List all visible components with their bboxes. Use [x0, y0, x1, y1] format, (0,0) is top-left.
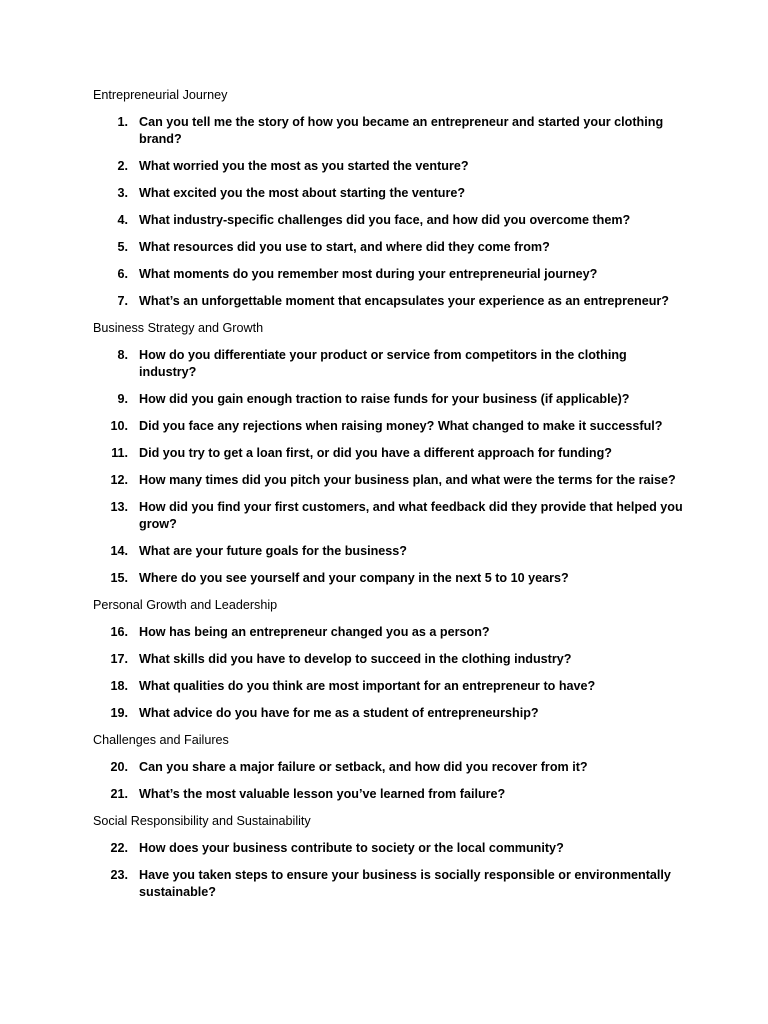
- question-item: [93, 445, 687, 462]
- question-text: What advice do you have for me as a student of entrepreneurship?: [139, 706, 539, 720]
- section-business-strategy-and-growth: [93, 320, 693, 587]
- document-content: [93, 87, 693, 901]
- question-number: 4.: [117, 213, 128, 227]
- question-item: [93, 651, 687, 668]
- question-number: 2.: [117, 159, 128, 173]
- section-entrepreneurial-journey: [93, 87, 693, 310]
- question-item: [93, 239, 687, 256]
- question-text: How did you find your first customers, and what feedback did they provide that helped you grow?: [139, 500, 683, 531]
- question-item: [93, 158, 687, 175]
- question-item: [93, 867, 687, 901]
- question-item: [93, 266, 687, 283]
- question-text: What moments do you remember most during your entrepreneurial journey?: [139, 267, 598, 281]
- question-item: [93, 543, 687, 560]
- question-number: 15.: [110, 571, 128, 585]
- question-number: 12.: [110, 473, 128, 487]
- question-text: What excited you the most about starting the venture?: [139, 186, 466, 200]
- section-heading: Entrepreneurial Journey: [93, 88, 228, 102]
- question-item: [93, 678, 687, 695]
- section-heading: Social Responsibility and Sustainability: [93, 814, 311, 828]
- section-challenges-and-failures: [93, 732, 693, 803]
- question-text: What industry-specific challenges did you face, and how did you overcome them?: [139, 213, 631, 227]
- question-text: What are your future goals for the business?: [139, 544, 408, 558]
- question-number: 1.: [117, 115, 128, 129]
- question-text: What’s the most valuable lesson you’ve learned from failure?: [139, 787, 506, 801]
- question-item: [93, 212, 687, 229]
- question-text: What skills did you have to develop to succeed in the clothing industry?: [139, 652, 572, 666]
- question-item: [93, 705, 687, 722]
- question-number: 10.: [110, 419, 128, 433]
- question-list: [93, 114, 693, 310]
- question-item: [93, 624, 687, 641]
- question-number: 13.: [110, 500, 128, 514]
- question-item: [93, 759, 687, 776]
- section-personal-growth-and-leadership: [93, 597, 693, 722]
- question-list: [93, 347, 693, 587]
- question-text: How does your business contribute to society or the local community?: [139, 841, 564, 855]
- question-item: [93, 114, 687, 148]
- question-number: 5.: [117, 240, 128, 254]
- question-text: Can you tell me the story of how you became an entrepreneur and started your clothing brand?: [139, 115, 664, 146]
- question-number: 3.: [117, 186, 128, 200]
- question-text: What worried you the most as you started the venture?: [139, 159, 469, 173]
- section-heading: Business Strategy and Growth: [93, 321, 264, 335]
- question-text: How has being an entrepreneur changed you as a person?: [139, 625, 490, 639]
- question-item: [93, 472, 687, 489]
- question-text: What’s an unforgettable moment that encapsulates your experience as an entrepreneur?: [139, 294, 670, 308]
- question-text: How did you gain enough traction to raise funds for your business (if applicable)?: [139, 392, 630, 406]
- question-number: 17.: [110, 652, 128, 666]
- question-text: Can you share a major failure or setback, and how did you recover from it?: [139, 760, 588, 774]
- question-item: [93, 570, 687, 587]
- question-item: [93, 840, 687, 857]
- question-number: 20.: [110, 760, 128, 774]
- question-item: [93, 293, 687, 310]
- question-text: How do you differentiate your product or service from competitors in the clothing industry?: [139, 348, 627, 379]
- question-text: What resources did you use to start, and where did they come from?: [139, 240, 550, 254]
- question-number: 14.: [110, 544, 128, 558]
- question-number: 8.: [117, 348, 128, 362]
- question-list: [93, 759, 693, 803]
- question-number: 18.: [110, 679, 128, 693]
- question-list: [93, 624, 693, 722]
- question-number: 23.: [110, 868, 128, 882]
- question-number: 21.: [110, 787, 128, 801]
- question-item: [93, 786, 687, 803]
- question-text: Where do you see yourself and your company in the next 5 to 10 years?: [139, 571, 569, 585]
- question-list: [93, 840, 693, 901]
- section-social-responsibility-and-sustainability: [93, 813, 693, 901]
- question-item: [93, 391, 687, 408]
- question-text: What qualities do you think are most important for an entrepreneur to have?: [139, 679, 596, 693]
- question-item: [93, 418, 687, 435]
- section-heading: Challenges and Failures: [93, 733, 229, 747]
- question-item: [93, 499, 687, 533]
- question-number: 9.: [117, 392, 128, 406]
- question-number: 16.: [110, 625, 128, 639]
- question-text: Did you face any rejections when raising money? What changed to make it successful?: [139, 419, 663, 433]
- question-text: Did you try to get a loan first, or did you have a different approach for funding?: [139, 446, 612, 460]
- question-item: [93, 185, 687, 202]
- question-number: 22.: [110, 841, 128, 855]
- question-number: 6.: [117, 267, 128, 281]
- question-number: 11.: [111, 446, 128, 460]
- question-number: 19.: [110, 706, 128, 720]
- section-heading: Personal Growth and Leadership: [93, 598, 278, 612]
- question-item: [93, 347, 687, 381]
- question-text: How many times did you pitch your business plan, and what were the terms for the raise?: [139, 473, 676, 487]
- question-number: 7.: [117, 294, 128, 308]
- question-text: Have you taken steps to ensure your business is socially responsible or environmentally sustainable?: [139, 868, 671, 899]
